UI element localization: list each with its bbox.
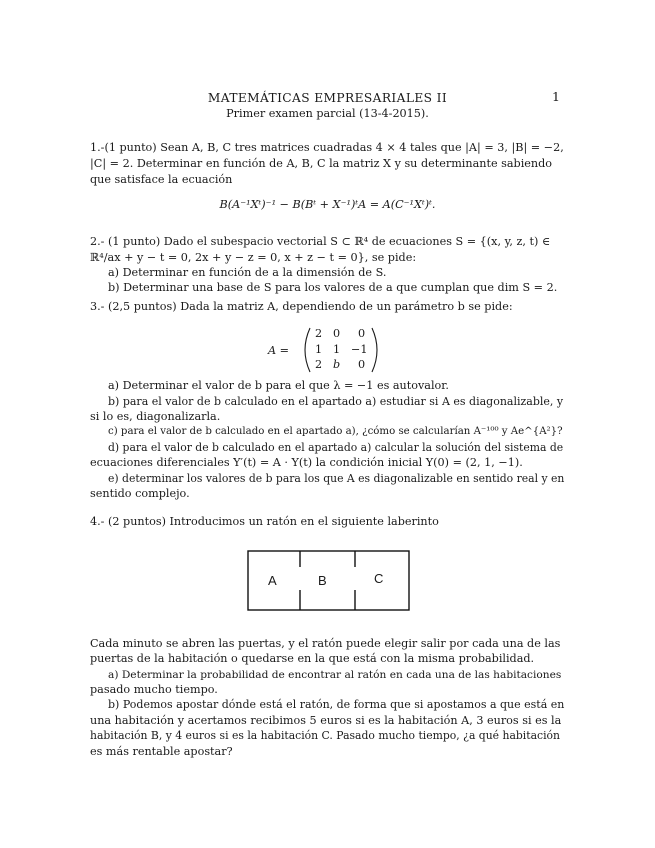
q3-intro: 3.- (2,5 puntos) Dada la matriz A, dependiendo de un parámetro b se pide:	[90, 300, 513, 313]
matrix-cell: −1	[351, 343, 368, 356]
q1-line-2: |C| = 2. Determinar en función de A, B, C la matriz X y su determinante sabiendo	[90, 157, 553, 170]
matrix-cell: 1	[315, 343, 323, 356]
q4-item-b: b) Podemos apostar dónde está el ratón, de forma que si apostamos a que está en	[108, 698, 565, 711]
matrix-cell: 0	[333, 327, 341, 340]
q3-item-b: b) para el valor de b calculado en el apartado a) estudiar si A es diagonalizable, y	[108, 395, 564, 408]
matrix-cell: b	[333, 358, 341, 371]
q4-item-b-cont-2: habitación B, y 4 euros si es la habitación C. Pasado mucho tiempo, ¿a qué habitación	[90, 729, 560, 742]
q4-line-1: Cada minuto se abren las puertas, y el ratón puede elegir salir por cada una de las	[90, 637, 561, 650]
exam-subtitle: Primer examen parcial (13-4-2015).	[226, 107, 429, 120]
matrix-brackets	[300, 326, 382, 374]
q4-item-a-cont: pasado mucho tiempo.	[90, 683, 218, 696]
room-a-label: A	[268, 573, 277, 588]
q4-intro: 4.- (2 puntos) Introducimos un ratón en el siguiente laberinto	[90, 515, 439, 528]
q2-item-b: b) Determinar una base de S para los valores de a que cumplan que dim S = 2.	[108, 281, 558, 294]
q2-line-1: 2.- (1 punto) Dado el subespacio vectorial S ⊂ ℝ⁴ de ecuaciones S = {(x, y, z, t) ∈	[90, 235, 551, 248]
q3-item-e-cont: sentido complejo.	[90, 487, 190, 500]
matrix-label: A =	[268, 344, 290, 357]
q3-item-b-cont: si lo es, diagonalizarla.	[90, 410, 221, 423]
q3-item-d: d) para el valor de b calculado en el apartado a) calcular la solución del sistema de	[108, 441, 564, 454]
matrix-cell: 2	[315, 358, 323, 371]
q4-item-b-cont-1: una habitación y acertamos recibimos 5 euros si es la habitación A, 3 euros si es la	[90, 714, 562, 727]
matrix-cell: 0	[358, 358, 366, 371]
q3-item-a: a) Determinar el valor de b para el que λ = −1 es autovalor.	[108, 379, 449, 392]
q1-formula: B(A⁻¹Xᵗ)⁻¹ − B(Bᵗ + X⁻¹)ᵗA = A(C⁻¹Xᵗ)ᵗ.	[219, 198, 436, 211]
matrix-cell: 1	[333, 343, 341, 356]
q4-item-a: a) Determinar la probabilidad de encontrar al ratón en cada una de las habitaciones	[108, 669, 562, 681]
q3-item-c: c) para el valor de b calculado en el apartado a), ¿cómo se calcularían A⁻¹⁰⁰ y Ae^{A²}?	[108, 426, 563, 437]
room-b-label: B	[318, 573, 327, 588]
matrix-cell: 0	[358, 327, 366, 340]
q3-item-e: e) determinar los valores de b para los que A es diagonalizable en sentido real y en	[108, 472, 565, 485]
q4-line-2: puertas de la habitación o quedarse en la que está con la misma probabilidad.	[90, 652, 535, 665]
q2-line-2: ℝ⁴/ax + y − t = 0, 2x + y − z = 0, x + z − t = 0}, se pide:	[90, 251, 417, 264]
page-number: 1	[552, 89, 560, 104]
matrix-cell: 2	[315, 327, 323, 340]
q2-item-a: a) Determinar en función de a la dimensión de S.	[108, 266, 387, 279]
room-c-label: C	[374, 571, 384, 586]
q3-item-d-cont: ecuaciones diferenciales Y′(t) = A · Y(t) la condición inicial Y(0) = (2, 1, −1).	[90, 456, 523, 469]
q4-item-b-cont-3: es más rentable apostar?	[90, 745, 233, 758]
q1-line-1: 1.-(1 punto) Sean A, B, C tres matrices cuadradas 4 × 4 tales que |A| = 3, |B| = −2,	[90, 141, 564, 154]
q1-line-3: que satisface la ecuación	[90, 173, 233, 186]
exam-title: MATEMÁTICAS EMPRESARIALES II	[207, 91, 448, 105]
